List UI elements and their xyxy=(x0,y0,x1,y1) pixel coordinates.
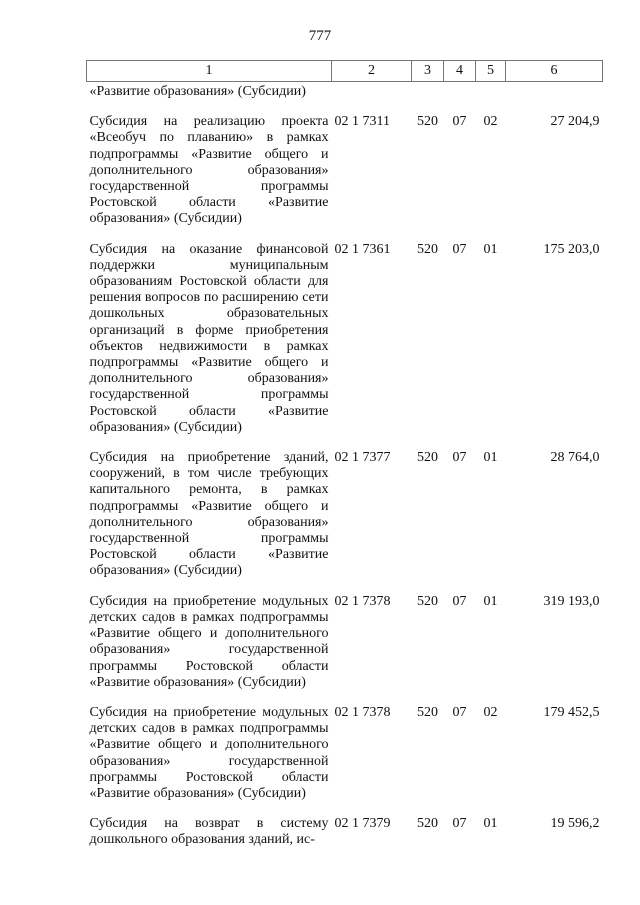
row-vr: 520 xyxy=(417,450,438,466)
column-header-2: 2 xyxy=(332,61,412,82)
row-rz: 07 xyxy=(452,450,467,466)
row-amount: 19 596,2 xyxy=(550,816,600,832)
row-pr: 01 xyxy=(483,241,498,257)
column-header-row xyxy=(87,61,603,82)
row-amount: 319 193,0 xyxy=(543,593,600,609)
row-name: Субсидия на оказание финансовой поддержки муниципальным образованиям Ростовской области для решения вопросов по расширению сети дошкольных образовательных организаций в форме приобретения объектов недвижимости в рамках подпрограммы «Развитие общего и дополнительного образования» государственной программы Ростовской области «Развитие образования» (Субсидии) xyxy=(89,241,329,435)
table-row xyxy=(87,242,603,436)
column-header-1: 1 xyxy=(87,61,332,82)
row-amount: 175 203,0 xyxy=(543,241,600,257)
row-rz: 07 xyxy=(452,241,467,257)
row-name: Субсидия на приобретение модульных детских садов в рамках подпрограммы «Развитие общего и дополнительного образования» государственной программы Ростовской области «Развитие образования» (Субсидии) xyxy=(89,704,329,801)
row-vr: 520 xyxy=(417,114,438,130)
row-pr: 01 xyxy=(483,816,498,832)
row-code: 02 1 7378 xyxy=(334,593,391,609)
column-header-5: 5 xyxy=(476,61,506,82)
row-code: 02 1 7379 xyxy=(334,816,391,832)
continuation-text: «Развитие образования» (Субсидии) xyxy=(89,84,306,99)
table-row xyxy=(87,705,603,802)
row-amount: 179 452,5 xyxy=(543,704,600,720)
row-code: 02 1 7378 xyxy=(334,704,391,720)
table-row xyxy=(87,450,603,580)
row-name: Субсидия на приобретение модульных детских садов в рамках подпрограммы «Развитие общего и дополнительного образования» государственной программы Ростовской области «Развитие образования» (Субсидии) xyxy=(89,593,329,690)
row-code: 02 1 7311 xyxy=(334,114,390,130)
row-rz: 07 xyxy=(452,816,467,832)
row-vr: 520 xyxy=(417,704,438,720)
row-pr: 02 xyxy=(483,704,498,720)
row-pr: 02 xyxy=(483,114,498,130)
column-header-3: 3 xyxy=(412,61,444,82)
page-number: 777 xyxy=(308,28,332,44)
row-rz: 07 xyxy=(452,114,467,130)
table-row xyxy=(87,594,603,691)
row-pr: 01 xyxy=(483,593,498,609)
budget-table xyxy=(86,60,603,849)
column-header-6: 6 xyxy=(506,61,603,82)
continuation-row xyxy=(87,82,603,101)
row-vr: 520 xyxy=(417,593,438,609)
row-amount: 28 764,0 xyxy=(550,450,600,466)
table-row xyxy=(87,816,603,848)
row-pr: 01 xyxy=(483,450,498,466)
row-rz: 07 xyxy=(452,593,467,609)
row-name: Субсидия на реализацию проекта «Всеобуч по плаванию» в рамках подпрограммы «Развитие общего и дополнительного образования» государственной программы Ростовской области «Развитие образования» (Субсидии) xyxy=(89,114,329,227)
row-amount: 27 204,9 xyxy=(550,114,600,130)
table-row xyxy=(87,114,603,227)
row-name: Субсидия на приобретение зданий, сооружений, в том числе требующих капитального ремонта, в рамках подпрограммы «Развитие общего и дополнительного образования» государственной программы Ростовской области «Развитие образования» (Субсидии) xyxy=(89,450,329,579)
row-name: Субсидия на возврат в систему дошкольного образования зданий, ис- xyxy=(89,816,329,848)
row-vr: 520 xyxy=(417,241,438,257)
column-header-4: 4 xyxy=(444,61,476,82)
row-rz: 07 xyxy=(452,704,467,720)
row-code: 02 1 7377 xyxy=(334,450,391,466)
row-code: 02 1 7361 xyxy=(334,241,391,257)
row-vr: 520 xyxy=(417,816,438,832)
